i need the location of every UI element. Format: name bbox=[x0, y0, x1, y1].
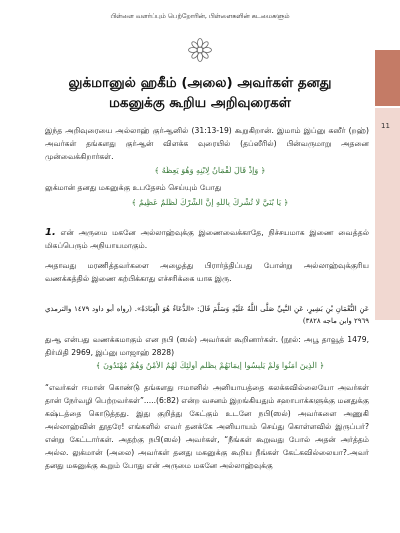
intro-paragraph: இந்த அறிவுரையை அல்லாஹ் குர்ஆனில் (31:13-19) கூறுகிறான். இமாம் இப்னு கஸீர் (றஹ்) அவர்கள் தங்களது குர்ஆன் விளக்க வுரையில் (தப்ஸீரில்) பின்வருமாறு அதனை முன்வைக்கிறார்கள். bbox=[45, 126, 369, 161]
point-1 bbox=[45, 226, 369, 252]
chapter-title-line1: லுக்மானுல் ஹகீம் (அலை) அவர்கள் தனது bbox=[68, 75, 332, 91]
side-tab-accent bbox=[375, 50, 400, 106]
page-number: 11 bbox=[381, 122, 390, 130]
chapter-title bbox=[30, 73, 370, 113]
quran-verse-1: ﴿ وَإِذْ قَالَ لُقْمَانُ لِابْنِهِ وَهُوَ يَعِظُهُ ﴾ bbox=[154, 166, 266, 175]
quran-verse-3: ﴿ الَّذِينَ آمَنُوا وَلَمْ يَلْبِسُوا إِيمَانَهُمْ بِظُلْمٍ أُولَٰئِكَ لَهُمُ الْأَمْنُ وَهُمْ مُهْتَدُونَ ﴾ bbox=[95, 361, 325, 370]
quran-verse-2: ﴿ يَا بُنَيَّ لَا تُشْرِكْ بِاللَّهِ إِنَّ الشِّرْكَ لَظُلْمٌ عَظِيمٌ ﴾ bbox=[131, 198, 289, 207]
verse-translation-line: லுக்மான் தனது மகனுக்கு உபதேசம் செய்யும் போது bbox=[45, 183, 222, 192]
point-1-text: என் அருமை மகனே அல்லாஹ்வுக்கு இணைவைக்காதே, நிச்சயமாக இணை வைத்தல் மிகப்பெரும் அநியாயமாகும். bbox=[45, 228, 370, 250]
side-tab-band bbox=[375, 108, 400, 320]
closing-paragraph: “எவர்கள் ஈமான் கொண்டு தங்களது ஈமானில் அனியாயத்தை கலக்கவில்லையோ அவர்கள் தான் நேர்வழி பெற்றவர்கள்”.....(6:82) என்ற வசனம் இறங்கியதும் சஹாபாக்களுக்கு மனதுக்கு கஷ்டத்தை கொடுத்தது. இது குறித்து கேட்கும் உடனே நபி(ஸல்) அவர்களை அணுகி அல்லாஹ்வின் தூதரே! எங்களில் எவர் தனக்கே அனியாயம் செய்து கொள்ளவில் இருப்பர்? என்று கேட்டார்கள். அதற்கு நபி(ஸல்) அவர்கள், “நீங்கள் கூறுவது போல் அதன் அர்த்தம் அல்ல. லுக்மான் (அலை) அவர்கள் தனது மகனுக்கு கூறிய நீங்கள் கேட்கவில்லையா?.அவர் தனது மகனுக்கு கூறும் போது என் அருமை மகனே அல்லாஹ்வுக்கு bbox=[45, 383, 369, 470]
chapter-title-line2: மகனுக்கு கூறிய அறிவுரைகள் bbox=[109, 95, 291, 111]
running-header: பிள்ளை வளர்ப்பும் பெற்றோரின், பிள்ளைகளின் கடமைகளும் bbox=[110, 12, 290, 20]
floral-emblem-icon bbox=[186, 36, 214, 64]
shirk-explanation: அதாவது மரணித்தவர்களை அழைத்து பிரார்த்திப்பது போன்று அல்லாஹ்வுக்குரிய வணக்கத்தில் இணை கற்பிக்காது எச்சரிக்கை யாக இரு. bbox=[45, 261, 369, 283]
point-number: 1. bbox=[45, 227, 56, 238]
dua-paragraph: துஆ என்பது வணக்கமாகும் என நபி (ஸல்) அவர்கள் கூறினார்கள். (நூல்: அபூ தாவூத் 1479, திர்மிதி 2969, இப்னு மாஜாஹ் 2828) bbox=[45, 335, 369, 357]
hadith-arabic: عَنِ النُّعْمَانِ بْنِ بَشِيرٍ، عَنِ النَّبِيِّ صَلَّى اللَّهُ عَلَيْهِ وَسَلَّمَ قَالَ: «الدُّعَاءُ هُوَ الْعِبَادَةُ». (رواه أبو داود ١٤٧٩ والترمذي ٢٩٦٩ وابن ماجه ٣٨٢٨) bbox=[45, 305, 369, 325]
